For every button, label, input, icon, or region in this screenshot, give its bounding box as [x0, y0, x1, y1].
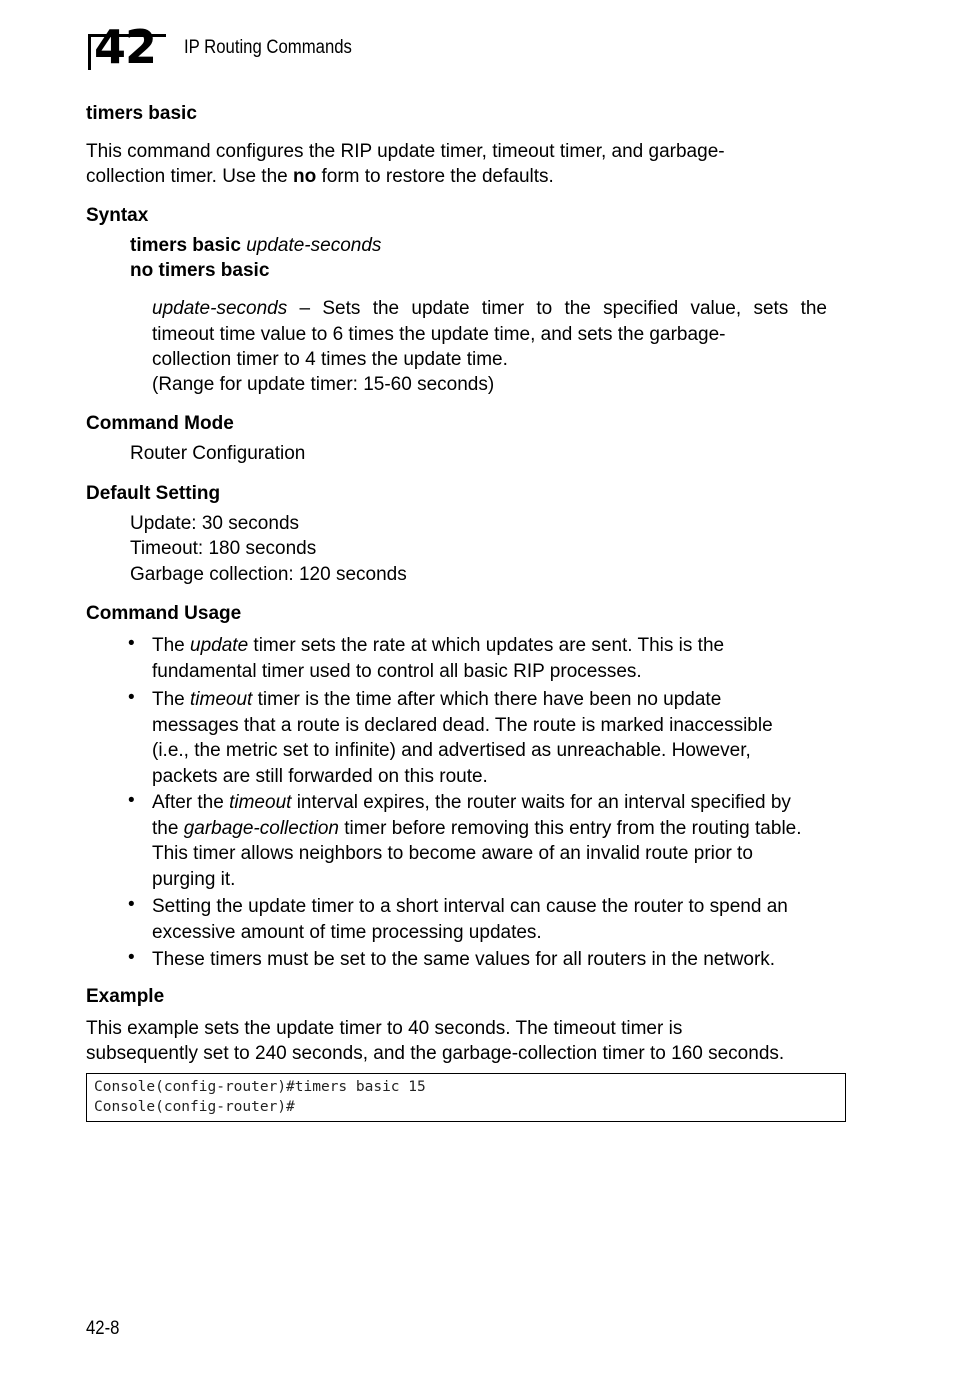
param-range: (Range for update timer: 15-60 seconds): [152, 374, 495, 395]
chapter-title: IP Routing Commands: [184, 37, 352, 58]
command-usage-heading: Command Usage: [86, 603, 242, 624]
bullet-marker: •: [128, 894, 135, 915]
syntax-line-2: no timers basic: [130, 260, 270, 281]
code-line-1: Console(config-router)#timers basic 15: [94, 1079, 426, 1095]
command-mode-heading: Command Mode: [86, 413, 234, 434]
command-mode-value: Router Configuration: [130, 443, 306, 464]
page-number: 42-8: [86, 1318, 120, 1339]
bullet-marker: •: [128, 633, 135, 654]
command-title: timers basic: [86, 103, 197, 124]
syntax-line-1: timers basic update-seconds: [130, 235, 382, 256]
usage-bullet-4: Setting the update timer to a short interval can cause the router to spend an excessive amount of time processing updates.: [152, 896, 788, 943]
bullet-marker: •: [128, 790, 135, 811]
default-update: Update: 30 seconds: [130, 513, 300, 534]
default-setting-heading: Default Setting: [86, 483, 221, 504]
param-description-line-3: collection timer to 4 times the update time.: [152, 349, 508, 370]
usage-bullet-1: The update timer sets the rate at which updates are sent. This is the fundamental timer used to control all basic RIP processes.: [152, 635, 725, 682]
default-garbage: Garbage collection: 120 seconds: [130, 564, 407, 585]
example-text-line-1: This example sets the update timer to 40 seconds. The timeout timer is: [86, 1018, 683, 1039]
param-description-line-2: timeout time value to 6 times the update time, and sets the garbage-: [152, 324, 726, 345]
code-line-2: Console(config-router)#: [94, 1099, 295, 1115]
param-description-line-1: update-seconds – Sets the update timer to the specified value, sets the: [152, 298, 827, 319]
bullet-marker: •: [128, 947, 135, 968]
usage-bullet-3: After the timeout interval expires, the router waits for an interval specified by the garbage-collection timer before removing this entry from the routing table. This timer allows neighbors to become aware of an invalid route prior to purging it.: [152, 792, 802, 890]
syntax-heading: Syntax: [86, 205, 149, 226]
bullet-marker: •: [128, 687, 135, 708]
usage-bullet-2: The timeout timer is the time after which there have been no update messages that a route is declared dead. The route is marked inaccessible (i.e., the metric set to infinite) and advertised as unreachable. However, packets are still forwarded on this route.: [152, 689, 773, 787]
default-timeout: Timeout: 180 seconds: [130, 538, 317, 559]
usage-bullet-5: These timers must be set to the same values for all routers in the network.: [152, 949, 776, 970]
example-heading: Example: [86, 986, 165, 1007]
chapter-number: 42: [94, 20, 157, 74]
command-intro-line-1: This command configures the RIP update timer, timeout timer, and garbage-: [86, 141, 725, 162]
code-example-box: [86, 1073, 846, 1122]
command-intro-line-2: collection timer. Use the no form to restore the defaults.: [86, 166, 554, 187]
example-text-line-2: subsequently set to 240 seconds, and the garbage-collection timer to 160 seconds.: [86, 1043, 785, 1064]
